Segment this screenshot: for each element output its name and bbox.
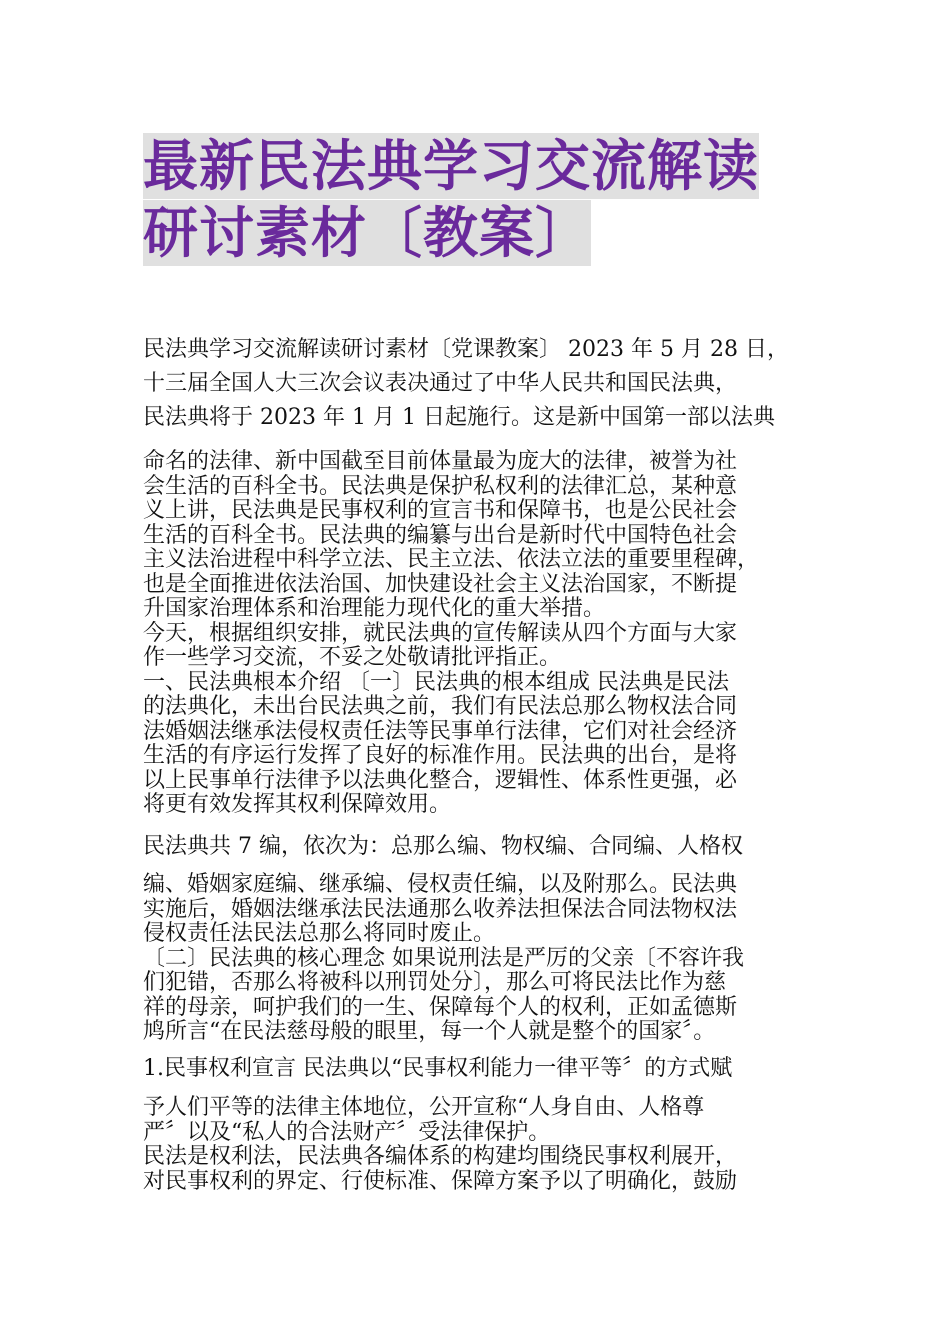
paragraph-1 <box>143 333 813 435</box>
text-line: 民法是权利法，民法典各编体系的构建均围绕民事权利展开， <box>143 1144 738 1169</box>
paragraph-6 <box>143 1096 813 1194</box>
text-line: 会生活的百科全书。民法典是保护私权利的法律汇总，某种意 <box>143 473 738 499</box>
text-line: 鸠所言“在民法慈母般的眼里，每一个人就是整个的国家〞。 <box>143 1019 716 1044</box>
text-line: 的法典化，未出台民法典之前，我们有民法总那么物权法合同 <box>143 694 738 719</box>
text-line: 以上民事单行法律予以法典化整合，逻辑性、体系性更强，必 <box>143 767 738 793</box>
text-line: 严〞以及“私人的合法财产〞受法律保护。 <box>143 1119 551 1145</box>
text-line: 生活的百科全书。民法典的编纂与出台是新时代中国特色社会 <box>143 522 738 548</box>
text-line: 生活的有序运行发挥了良好的标准作用。民法典的出台，是将 <box>143 743 738 768</box>
document-title-line-1: 最新民法典学习交流解读 <box>143 134 760 198</box>
text-line: 民法典将于 2023 年 1 月 1 日起施行。这是新中国第一部以法典 <box>143 405 775 430</box>
paragraph-2 <box>143 450 813 818</box>
text-line: 们犯错，否那么将被科以刑罚处分〕，那么可将民法比作为慈 <box>143 970 727 995</box>
text-line: 升国家治理体系和治理能力现代化的重大举措。 <box>143 596 606 621</box>
text-line: 十三届全国人大三次会议表决通过了中华人民共和国民法典， <box>143 371 738 396</box>
paragraph-5 <box>143 1052 813 1086</box>
text-line: 将更有效发挥其权利保障效用。 <box>143 792 452 817</box>
text-line: 侵权责任法民法总那么将同时废止。 <box>143 921 496 946</box>
text-line: 祥的母亲，呵护我们的一生、保障每个人的权利，正如孟德斯 <box>143 994 738 1020</box>
text-line: 今天，根据组织安排，就民法典的宣传解读从四个方面与大家 <box>143 620 738 646</box>
paragraph-4 <box>143 873 813 1045</box>
text-line: 法婚姻法继承法侵权责任法等民事单行法律，它们对社会经济 <box>143 718 738 744</box>
text-line: 也是全面推进依法治国、加快建设社会主义法治国家，不断提 <box>143 571 738 597</box>
text-line: 民法典共 7 编，依次为：总那么编、物权编、合同编、人格权 <box>143 834 743 859</box>
text-line: 实施后，婚姻法继承法民法通那么收养法担保法合同法物权法 <box>143 896 738 922</box>
text-line: 命名的法律、新中国截至目前体量最为庞大的法律，被誉为社 <box>143 449 738 474</box>
text-line: 1.民事权利宣言 民法典以“民事权利能力一律平等〞的方式赋 <box>143 1056 733 1081</box>
text-line: 予人们平等的法律主体地位，公开宣称“人身自由、人格尊 <box>143 1095 705 1120</box>
text-line: 主义法治进程中科学立法、民主立法、依法立法的重要里程碑， <box>143 547 760 572</box>
text-line: 作一些学习交流，不妥之处敬请批评指正。 <box>143 645 562 670</box>
text-line: 〔二〕民法典的核心理念 如果说刑法是严厉的父亲〔不容许我 <box>143 945 744 971</box>
text-line: 义上讲，民法典是民事权利的宣言书和保障书，也是公民社会 <box>143 498 738 523</box>
document-title-line-2: 研讨素材〔教案〕 <box>143 201 592 265</box>
text-line: 编、婚姻家庭编、继承编、侵权责任编，以及附那么。民法典 <box>143 872 738 897</box>
paragraph-3 <box>143 830 813 864</box>
text-line: 一、民法典根本介绍 〔一〕民法典的根本组成 民法典是民法 <box>143 669 729 695</box>
text-line: 对民事权利的界定、行使标准、保障方案予以了明确化，鼓励 <box>143 1168 738 1194</box>
text-line: 民法典学习交流解读研讨素材〔党课教案〕 2023 年 5 月 28 日， <box>143 337 789 362</box>
